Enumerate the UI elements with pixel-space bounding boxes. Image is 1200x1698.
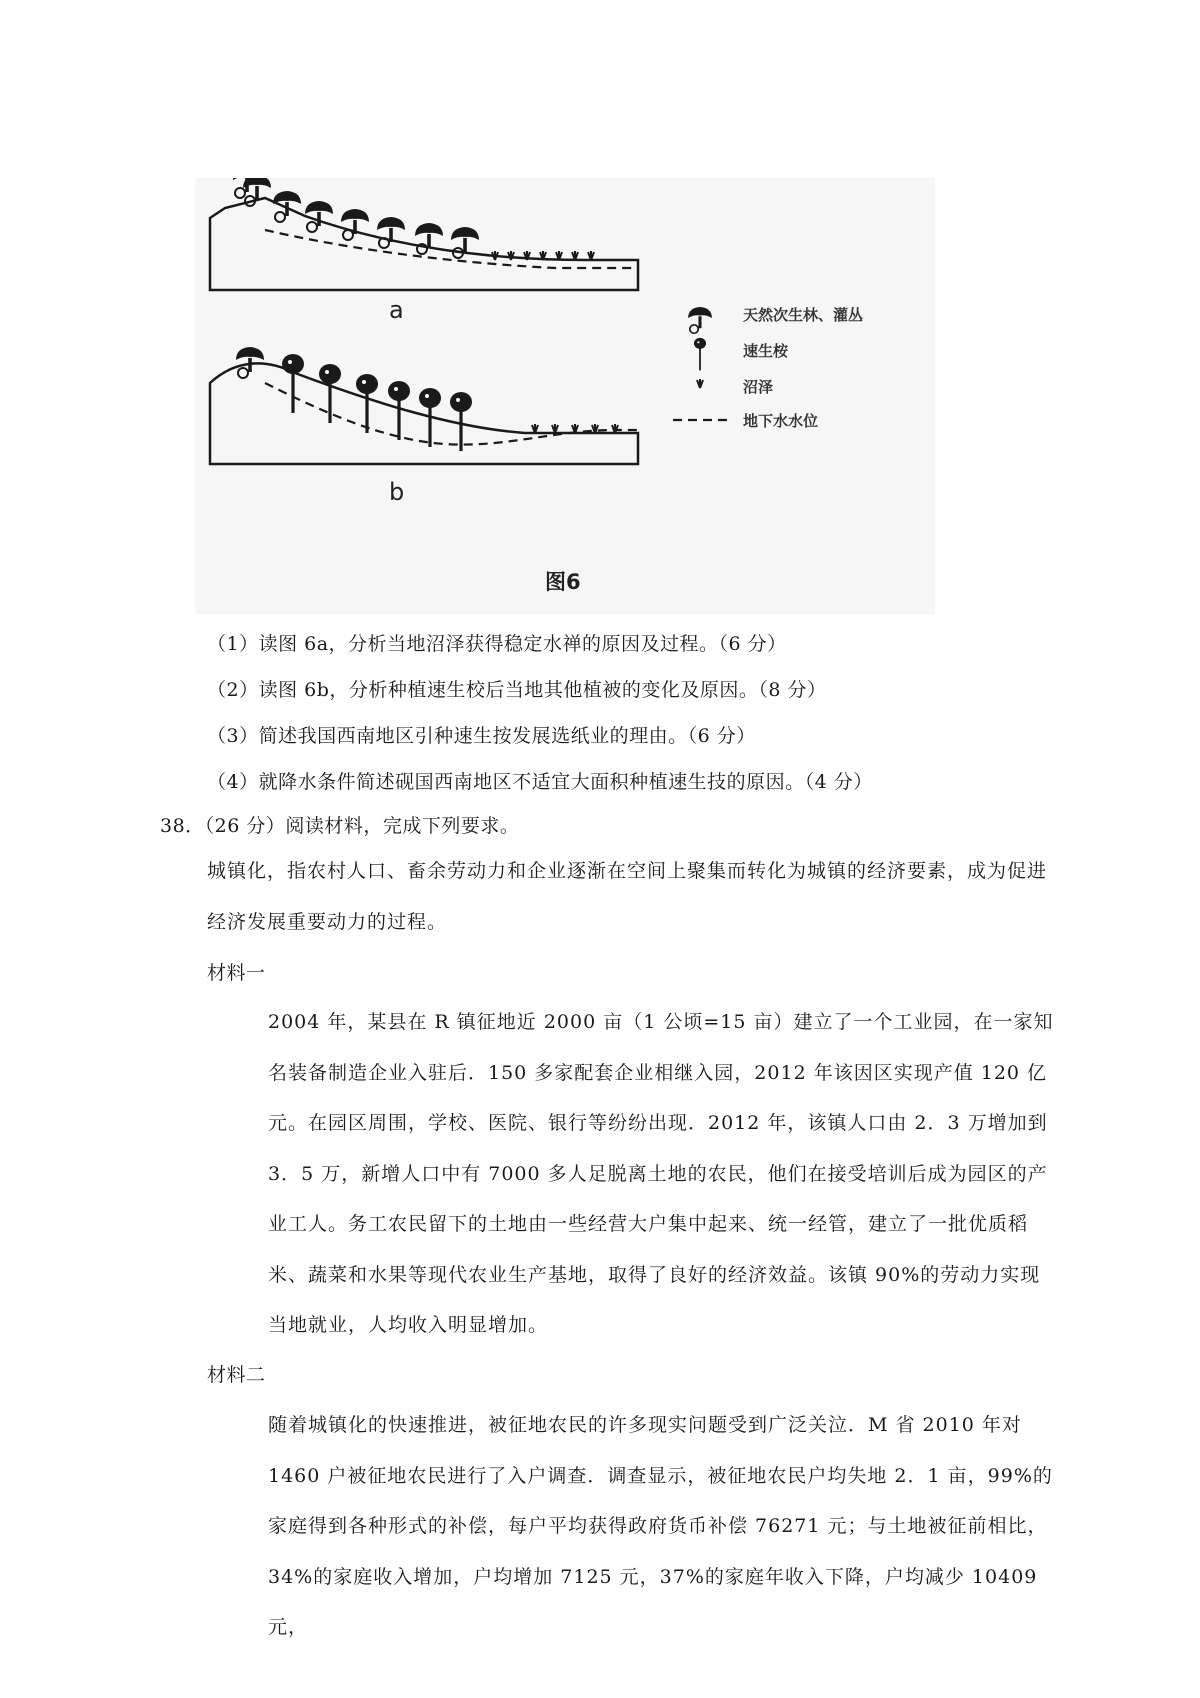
legend-label-groundwater: 地下水水位 (743, 412, 819, 430)
legend-fast-growing-tree-icon (694, 338, 706, 370)
material-2-title: 材料二 (207, 1364, 266, 1386)
panel-b-profile (210, 347, 638, 464)
question-2: （2）读图 6b，分析种植速生校后当地其他植被的变化及原因。（8 分） (207, 679, 827, 701)
figure-6 (195, 178, 935, 614)
legend-label-natural-forest: 天然次生林、灌丛 (743, 306, 864, 324)
question-3: （3）简述我国西南地区引种速生按发展选纸业的理由。（6 分） (207, 725, 756, 747)
question-38-intro: 城镇化，指农村人口、畜余劳动力和企业逐渐在空间上聚集而转化为城镇的经济要素，成为促进经济发展重要动力的过程。 (207, 860, 1048, 933)
material-2-text: 随着城镇化的快速推进，被征地农民的许多现实问题受到广泛关泣．M 省 2010 年对 1460 户被征地农民进行了入户调查．调查显示，被征地农民户均失地 2．1 亩，99%的家庭得到各种形式的补偿，每户平均获得政府货币补偿 76271 元；与土地被征前相比，34%的家庭收入增加，户均增加 7125 元，37%的家庭年收入下降，户均减少 10409 元， (268, 1414, 1053, 1638)
legend-swamp-plant-icon (697, 379, 703, 388)
legend-label-fast-growing: 速生桉 (743, 342, 789, 360)
material-1-title: 材料一 (207, 962, 266, 984)
question-1: （1）读图 6a，分析当地沼泽获得稳定水禅的原因及过程。（6 分） (207, 633, 787, 655)
legend-natural-forest-shrub-icon (688, 307, 712, 333)
panel-a-profile (210, 178, 638, 290)
panel-b-label: b (389, 478, 405, 506)
panel-a-label: a (389, 296, 404, 324)
figure-caption: 图6 (545, 570, 581, 594)
material-1-text: 2004 年，某县在 R 镇征地近 2000 亩（1 公顷=15 亩）建立了一个工业园，在一家知名装备制造企业入驻后．150 多家配套企业相继入园，2012 年该因区实现产值 120 亿元。在园区周围，学校、医院、银行等纷纷出现．2012 年，该镇人口由 2．3 万增加到 3．5 万，新增人口中有 7000 多人足脱离土地的农民，他们在接受培训后成为园区的产业工人。务工农民留下的土地由一些经营大户集中起来、统一经管，建立了一批优质稻米、蔬菜和水果等现代农业生产基地，取得了良好的经济效益。该镇 90%的劳动力实现当地就业，人均收入明显增加。 (268, 1011, 1054, 1336)
question-4: （4）就降水条件简述砚国西南地区不适宜大面积种植速生技的原因。（4 分） (207, 771, 873, 793)
question-38-header: 38．（26 分）阅读材料，完成下列要求。 (160, 815, 520, 837)
figure-6-diagram (195, 178, 935, 614)
legend-label-swamp: 沼泽 (743, 378, 774, 396)
